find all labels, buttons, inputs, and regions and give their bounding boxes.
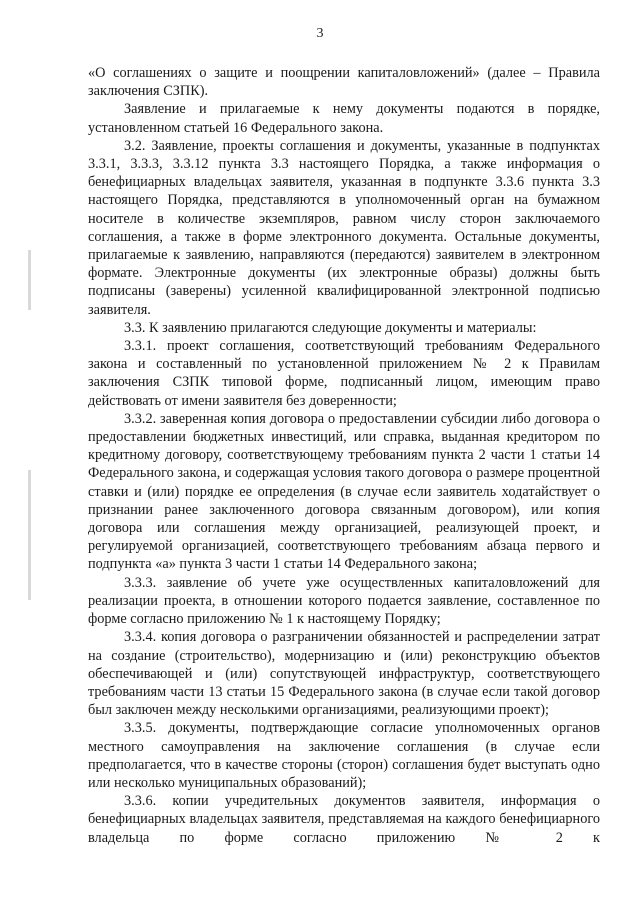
- paragraph-3-3-5: 3.3.5. документы, подтверждающие согласие уполномоченных органов местного самоуправления на заключение соглашения (в случае если предполагается, что в качестве стороны (сторон) соглашения будет выступать одно или несколько муниципальных образований);: [88, 720, 600, 791]
- document-body: [88, 64, 600, 847]
- paragraph-3-3-2: 3.3.2. заверенная копия договора о предоставлении субсидии либо договора о предоставлении бюджетных инвестиций, или справка, выданная кредитором по кредитному договору, соответствующему требованиям пункта 2 части 1 статьи 14 Федерального закона, и содержащая условия такого договора о размере процентной ставки и (или) порядке ее определения (в случае если заявитель ходатайствует о признании ранее заключенного договора связанным договором), или копия договора или соглашения между организацией, реализующей проект, и регулируемой организацией, соответствующего требованиям абзаца первого и подпункта «а» пункта 3 части 1 статьи 14 Федерального закона;: [88, 410, 600, 573]
- paragraph-3-3: 3.3. К заявлению прилагаются следующие документы и материалы:: [124, 319, 537, 336]
- paragraph-3-3-6: 3.3.6. копии учредительных документов заявителя, информация о бенефициарных владельцах заявителя, представляемая на каждого бенефициарного владельца по форме согласно приложению № 2 к: [88, 793, 600, 846]
- paragraph-continuation: «О соглашениях о защите и поощрении капиталовложений» (далее – Правила заключения СЗПК).: [88, 65, 600, 100]
- paragraph-3-3-4: 3.3.4. копия договора о разграничении обязанностей и распределении затрат на создание (строительство), модернизацию и (или) реконструкцию объектов обеспечивающей и (или) сопутствующей инфраструктур, соответствующего требованиям части 13 статьи 15 Федерального закона (в случае если такой договор был заключен между несколькими организациями, реализующими проект);: [88, 629, 600, 719]
- scan-margin-artifact: [28, 470, 31, 600]
- paragraph-3-3-3: 3.3.3. заявление об учете уже осуществленных капиталовложений для реализации проекта, в отношении которого подается заявление, составленное по форме согласно приложению № 1 к настоящему Порядку;: [88, 574, 600, 628]
- page-number: 3: [316, 26, 324, 41]
- paragraph-3-2: 3.2. Заявление, проекты соглашения и документы, указанные в подпунктах 3.3.1, 3.3.3, 3.3.12 пункта 3.3 настоящего Порядка, а также информация о бенефициарных владельцах заявителя, указанная в подпункте 3.3.6 пункта 3.3 настоящего Порядка, представляются в уполномоченный орган на бумажном носителе в количестве экземпляров, равном числу сторон заключаемого соглашения, а также в форме электронного документа. Остальные документы, прилагаемые к заявлению, направляются (передаются) заявителем в электронном формате. Электронные документы (их электронные образы) должны быть подписаны (заверены) усиленной квалифицированной электронной подписью заявителя.: [88, 137, 600, 318]
- paragraph-3-3-1: 3.3.1. проект соглашения, соответствующий требованиям Федерального закона и составленный по установленной приложением № 2 к Правилам заключения СЗПК типовой форме, подписанный лицом, имеющим право действовать от имени заявителя без доверенности;: [88, 338, 600, 409]
- paragraph-submission-order: Заявление и прилагаемые к нему документы подаются в порядке, установленном статьей 16 Федерального закона.: [88, 101, 600, 136]
- scan-margin-artifact: [28, 250, 31, 310]
